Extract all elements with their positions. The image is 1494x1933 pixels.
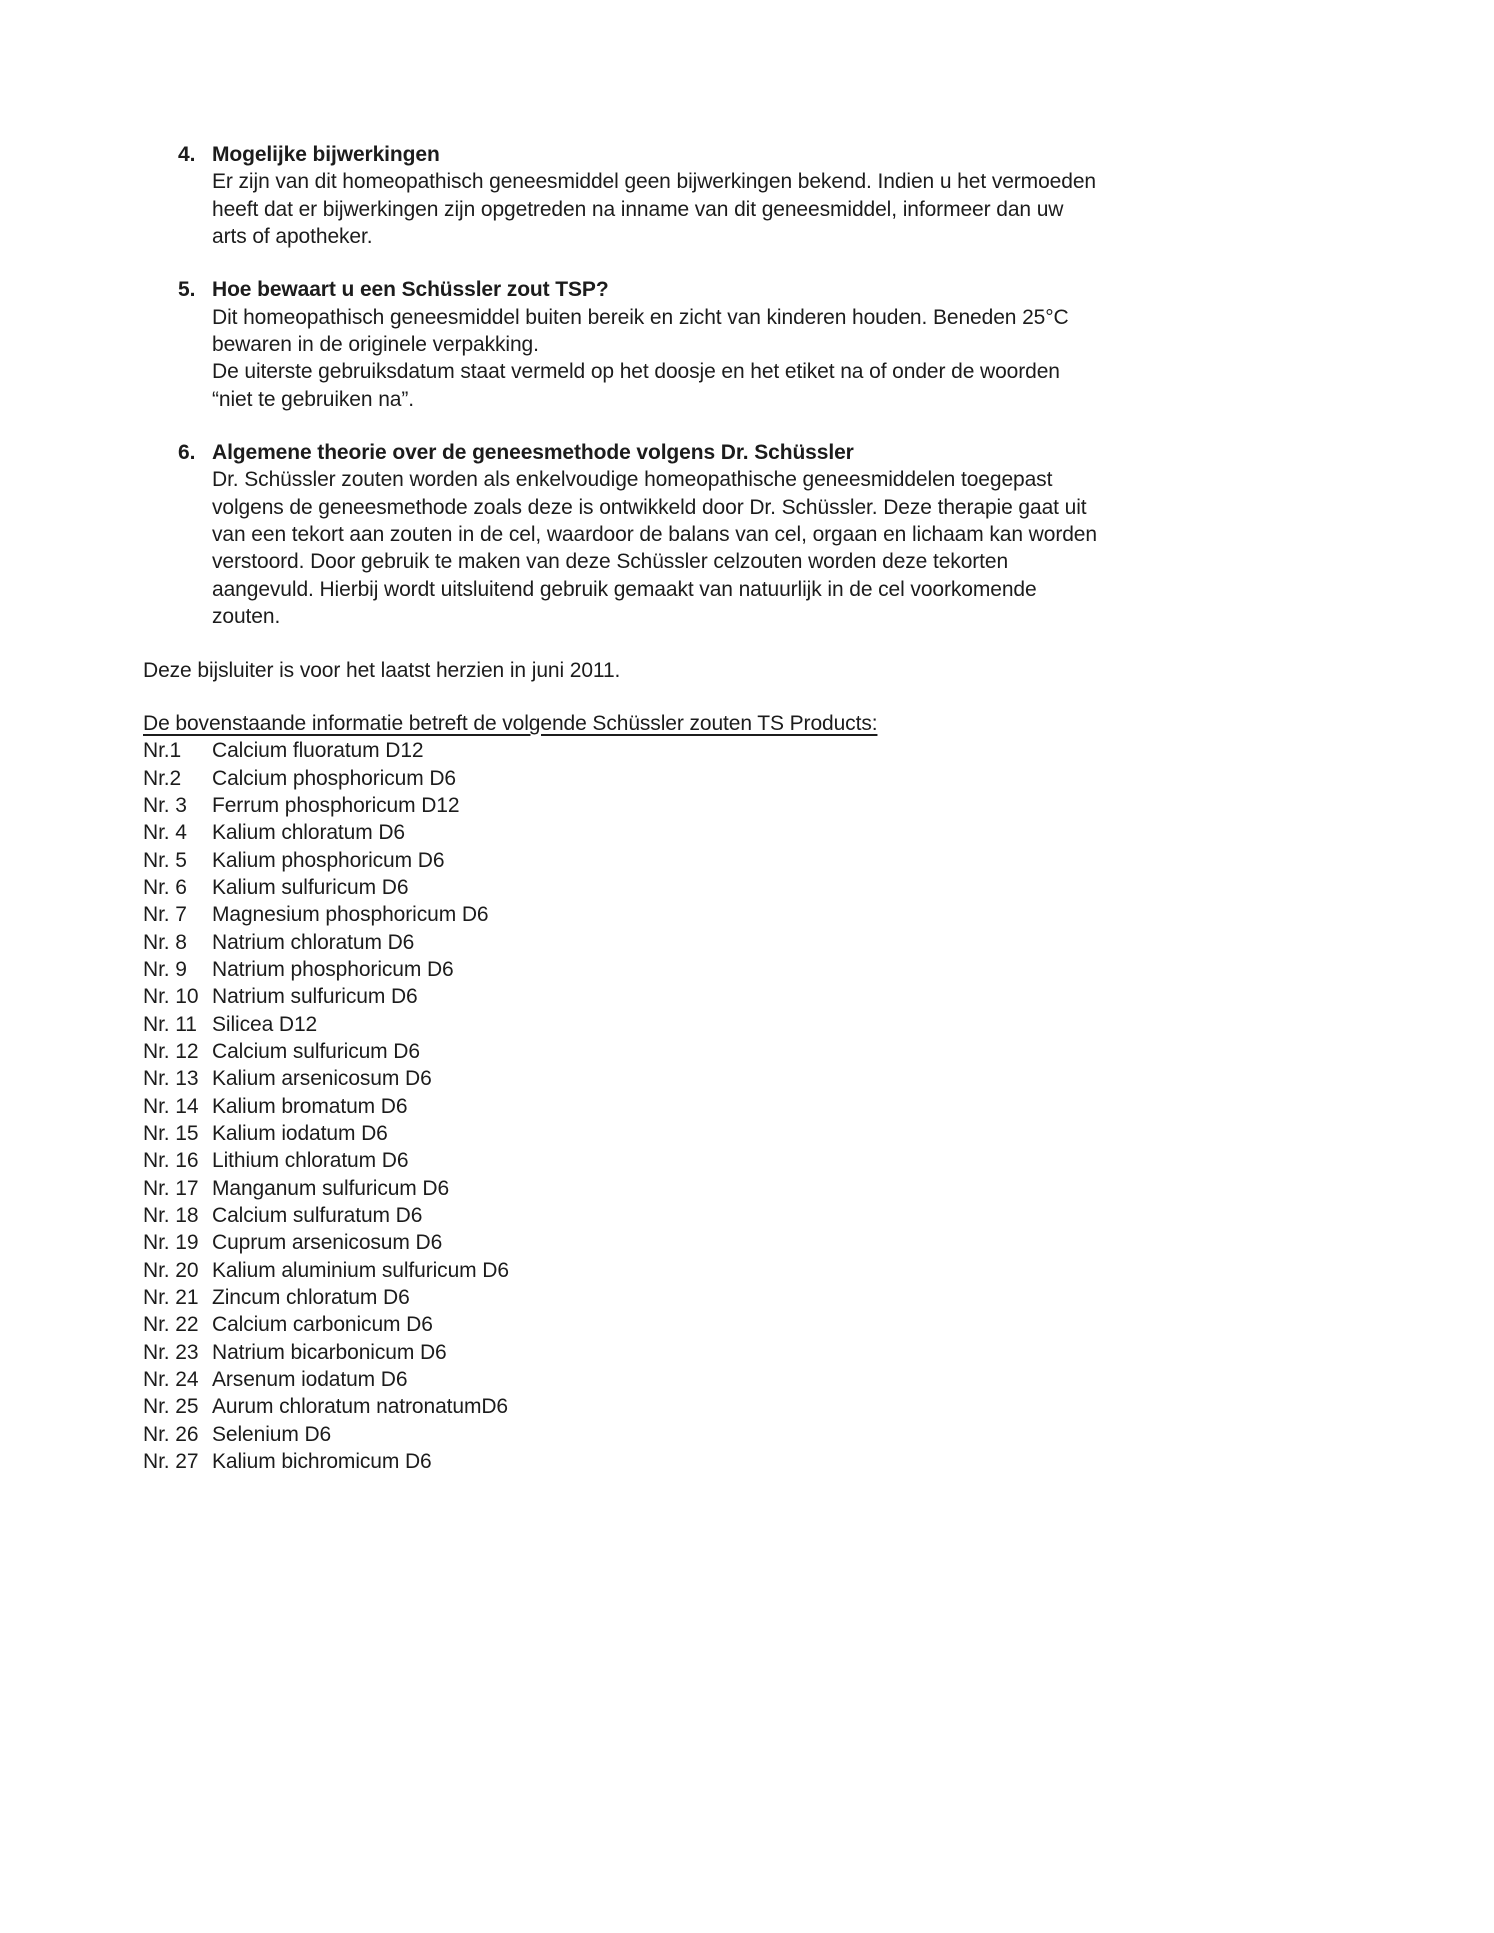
product-row (143, 1284, 1384, 1311)
product-row (143, 847, 1384, 874)
section-body (178, 168, 1384, 250)
product-row (143, 1011, 1384, 1038)
product-row (143, 956, 1384, 983)
product-row (143, 1147, 1384, 1174)
product-number: Nr. 7 (143, 903, 187, 927)
product-number: Nr. 17 (143, 1176, 199, 1200)
product-number: Nr. 3 (143, 793, 187, 817)
products-heading: De bovenstaande informatie betreft de volgende Schüssler zouten TS Products: (143, 711, 878, 735)
product-number: Nr. 19 (143, 1231, 199, 1255)
product-number: Nr. 10 (143, 985, 199, 1009)
product-row (143, 1038, 1384, 1065)
product-row (143, 792, 1384, 819)
product-number: Nr.1 (143, 739, 182, 763)
paragraph-line: van een tekort aan zouten in de cel, waardoor de balans van cel, orgaan en lichaam kan worden (212, 523, 1097, 547)
product-number: Nr. 26 (143, 1422, 199, 1446)
paragraph-line: aangevuld. Hierbij wordt uitsluitend gebruik gemaakt van natuurlijk in de cel voorkomende (212, 577, 1037, 601)
product-row (143, 901, 1384, 928)
product-number: Nr. 21 (143, 1286, 199, 1310)
section-number: 4. (178, 143, 196, 166)
product-row (143, 983, 1384, 1010)
product-number: Nr. 9 (143, 957, 187, 981)
section-heading-row (178, 141, 1384, 168)
product-row (143, 1339, 1384, 1366)
product-number: Nr. 13 (143, 1067, 199, 1091)
product-name: Selenium D6 (212, 1422, 332, 1446)
product-number: Nr. 14 (143, 1094, 199, 1118)
product-name: Ferrum phosphoricum D12 (212, 793, 460, 817)
product-row (143, 1175, 1384, 1202)
product-number: Nr. 27 (143, 1450, 199, 1474)
product-name: Natrium bicarbonicum D6 (212, 1340, 447, 1364)
leaflet-content (143, 141, 1384, 1475)
product-name: Kalium bromatum D6 (212, 1094, 408, 1118)
product-name: Lithium chloratum D6 (212, 1149, 409, 1173)
product-number: Nr. 18 (143, 1204, 199, 1228)
product-name: Arsenum iodatum D6 (212, 1368, 408, 1392)
section-heading: Mogelijke bijwerkingen (212, 143, 440, 166)
product-row (143, 1257, 1384, 1284)
section-number: 5. (178, 278, 196, 302)
paragraph-line: bewaren in de originele verpakking. (212, 333, 539, 357)
product-name: Zincum chloratum D6 (212, 1286, 410, 1310)
product-row (143, 819, 1384, 846)
paragraph-line: “niet te gebruiken na”. (212, 387, 414, 411)
product-row (143, 1065, 1384, 1092)
paragraph-line: verstoord. Door gebruik te maken van deze Schüssler celzouten worden deze tekorten (212, 550, 1009, 574)
section-heading: Algemene theorie over de geneesmethode volgens Dr. Schüssler (212, 441, 854, 465)
product-name: Cuprum arsenicosum D6 (212, 1231, 443, 1255)
product-number: Nr.2 (143, 766, 182, 790)
product-name: Natrium sulfuricum D6 (212, 985, 418, 1009)
leaflet-section (143, 276, 1384, 413)
paragraph-line: volgens de geneesmethode zoals deze is ontwikkeld door Dr. Schüssler. Deze therapie gaat uit (212, 495, 1087, 519)
product-row (143, 737, 1384, 764)
leaflet-section (143, 141, 1384, 250)
product-row (143, 1093, 1384, 1120)
product-name: Kalium phosphoricum D6 (212, 848, 445, 872)
product-number: Nr. 23 (143, 1340, 199, 1364)
leaflet-section (143, 439, 1384, 630)
product-number: Nr. 24 (143, 1368, 199, 1392)
paragraph-line: De uiterste gebruiksdatum staat vermeld op het doosje en het etiket na of onder de woorden (212, 360, 1060, 384)
product-name: Calcium carbonicum D6 (212, 1313, 433, 1337)
product-name: Natrium phosphoricum D6 (212, 957, 454, 981)
paragraph-line: Er zijn van dit homeopathisch geneesmiddel geen bijwerkingen bekend. Indien u het vermoeden (212, 170, 1096, 194)
product-name: Kalium sulfuricum D6 (212, 875, 409, 899)
product-row (143, 929, 1384, 956)
paragraph-line: zouten. (212, 605, 281, 629)
product-number: Nr. 12 (143, 1039, 199, 1063)
section-heading-row (178, 276, 1384, 303)
product-name: Kalium aluminium sulfuricum D6 (212, 1258, 509, 1282)
product-name: Calcium sulfuricum D6 (212, 1039, 420, 1063)
product-name: Silicea D12 (212, 1012, 318, 1036)
product-number: Nr. 15 (143, 1122, 199, 1145)
product-row (143, 874, 1384, 901)
product-name: Manganum sulfuricum D6 (212, 1176, 450, 1200)
product-row (143, 1393, 1384, 1420)
paragraph-line: Dr. Schüssler zouten worden als enkelvoudige homeopathische geneesmiddelen toegepast (212, 468, 1053, 492)
product-name: Magnesium phosphoricum D6 (212, 903, 489, 927)
paragraph-line: Dit homeopathisch geneesmiddel buiten bereik en zicht van kinderen houden. Beneden 25°C (212, 305, 1069, 329)
product-name: Calcium phosphoricum D6 (212, 766, 456, 790)
revision-note: Deze bijsluiter is voor het laatst herzien in juni 2011. (143, 658, 621, 682)
paragraph-line: arts of apotheker. (212, 225, 373, 249)
product-number: Nr. 25 (143, 1395, 199, 1419)
product-name: Kalium arsenicosum D6 (212, 1067, 432, 1091)
product-number: Nr. 4 (143, 821, 187, 845)
product-row (143, 1311, 1384, 1338)
product-number: Nr. 20 (143, 1258, 199, 1282)
product-number: Nr. 5 (143, 848, 187, 872)
product-row (143, 1202, 1384, 1229)
product-number: Nr. 6 (143, 875, 187, 899)
product-number: Nr. 8 (143, 930, 187, 954)
product-row (143, 765, 1384, 792)
product-name: Kalium bichromicum D6 (212, 1450, 432, 1474)
product-name: Natrium chloratum D6 (212, 930, 415, 954)
product-name: Aurum chloratum natronatumD6 (212, 1395, 508, 1419)
product-number: Nr. 11 (143, 1012, 197, 1036)
product-number: Nr. 16 (143, 1149, 199, 1173)
section-heading-row (178, 439, 1384, 466)
product-name: Calcium sulfuratum D6 (212, 1204, 423, 1228)
products-block (143, 710, 1384, 1476)
product-row (143, 1421, 1384, 1448)
product-row (143, 1229, 1384, 1256)
section-heading: Hoe bewaart u een Schüssler zout TSP? (212, 278, 609, 302)
section-body (178, 304, 1384, 413)
product-name: Kalium iodatum D6 (212, 1122, 388, 1145)
section-body (178, 466, 1384, 630)
paragraph-line: heeft dat er bijwerkingen zijn opgetreden na inname van dit geneesmiddel, informeer dan uw (212, 197, 1064, 221)
product-name: Calcium fluoratum D12 (212, 739, 424, 763)
product-name: Kalium chloratum D6 (212, 821, 406, 845)
product-row (143, 1120, 1384, 1147)
product-number: Nr. 22 (143, 1313, 199, 1337)
product-row (143, 1366, 1384, 1393)
product-row (143, 1448, 1384, 1475)
section-number: 6. (178, 441, 196, 465)
